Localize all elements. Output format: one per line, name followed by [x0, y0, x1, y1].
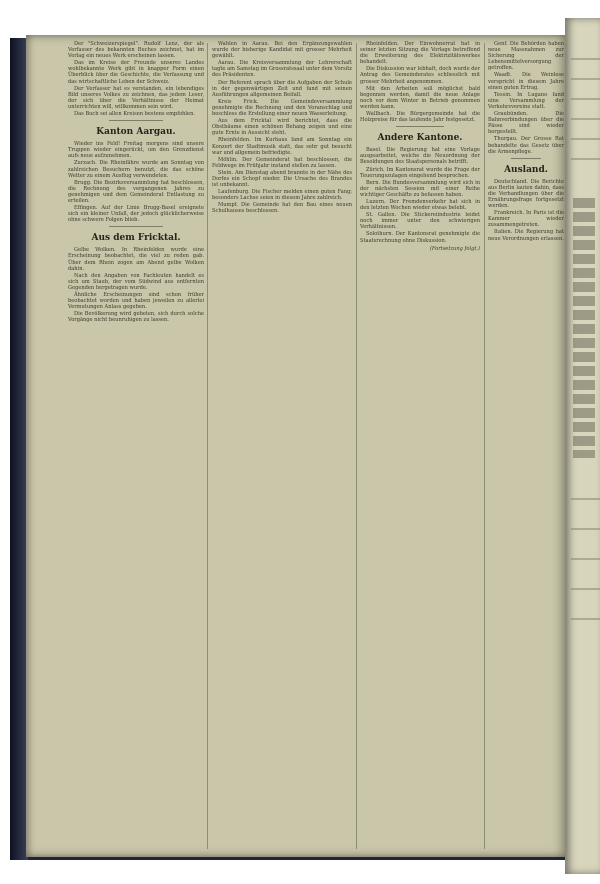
text-line: [571, 98, 600, 100]
article-paragraph: Wieder ins Feld! Freitag morgens sind unsere Truppen wieder eingerückt, um den Grenzdienst aufs neue aufzunehmen.: [68, 141, 204, 160]
article-paragraph: Wallbach. Die Bürgergemeinde hat die Holzpreise für das laufende Jahr festgesetzt.: [360, 111, 480, 124]
text-line: [571, 58, 600, 60]
article-paragraph: Der Verfasser hat es verstanden, ein lebendiges Bild unseres Volkes zu zeichnen, das jedem Leser, der sich über die Verhältnisse der Heimat unterrichten will, willkommen sein wird.: [68, 85, 204, 110]
continuation-note: (Fortsetzung folgt.): [429, 245, 480, 252]
article-paragraph: Graubünden. Die Bahnverbindungen über die Pässe sind wieder hergestellt.: [488, 111, 564, 136]
section-heading-aus-dem-fricktal: Aus dem Fricktal.: [91, 233, 181, 244]
section-divider: [109, 120, 163, 121]
article-paragraph: Der Referent sprach über die Aufgaben der Schule in der gegenwärtigen Zeit und fand mit seinen Ausführungen allgemeinen Beifall.: [212, 79, 352, 98]
section-divider: [109, 226, 163, 227]
text-line: [571, 558, 600, 560]
text-line: [571, 78, 600, 80]
article-paragraph: Deutschland. Die Berichte aus Berlin lauten dahin, dass die Verhandlungen über die Ernährungsfrage fortgesetzt werden.: [488, 178, 564, 210]
text-line: [571, 528, 600, 530]
text-line: [571, 118, 600, 120]
article-paragraph: Die Bevölkerung wird gebeten, sich durch solche Vorgänge nicht beunruhigen zu lassen.: [68, 311, 204, 324]
article-paragraph: Aus dem Fricktal wird berichtet, dass die Obstbäume einen schönen Behang zeigen und eine gute Ernte in Aussicht steht.: [212, 118, 352, 137]
text-line: [571, 618, 600, 620]
article-paragraph: Die Diskussion war lebhaft, doch wurde der Antrag des Gemeinderates schliesslich mit grosser Mehrheit angenommen.: [360, 66, 480, 85]
article-paragraph: Kreis Frick. Die Gemeindeversammlung genehmigte die Rechnung und den Voranschlag und beschloss die Erstellung einer neuen Wasserleitung.: [212, 98, 352, 118]
article-paragraph: Aarau. Die Kreisversammlung der Lehrerschaft tagte am Samstag im Grossratssaal unter dem Vorsitz des Präsidenten.: [212, 60, 352, 79]
text-line: [571, 588, 600, 590]
column-rule: [484, 43, 485, 849]
article-paragraph: Tessin. In Lugano fand eine Versammlung der Verkehrsvereine statt.: [488, 91, 564, 110]
column-rule: [356, 43, 357, 849]
article-paragraph: Italien. Die Regierung hat neue Verordnungen erlassen.: [488, 229, 564, 242]
article-paragraph: Luzern. Der Fremdenverkehr hat sich in den letzten Wochen wieder etwas belebt.: [360, 198, 480, 212]
column-2: [212, 41, 352, 851]
article-paragraph: Ähnliche Erscheinungen sind schon früher beobachtet worden und haben jeweilen zu allerlei Vermutungen Anlass gegeben.: [68, 292, 204, 311]
article-paragraph: Rheinfelden. Der Einwohnerrat hat in seiner letzten Sitzung die Vorlage betreffend die Erweiterung des Elektrizitätswerkes behandelt.: [360, 41, 480, 66]
article-paragraph: Mumpf. Die Gemeinde hat den Bau eines neuen Schulhauses beschlossen.: [212, 202, 352, 215]
adjacent-page-edge: [565, 18, 600, 874]
text-line: [571, 158, 600, 160]
article-paragraph: Wahlen in Aarau. Bei den Ergänzungswahlen wurde der bisherige Kandidat mit grosser Mehrheit gewählt.: [212, 41, 352, 60]
text-line: [571, 498, 600, 500]
article-paragraph: Brugg. Die Bezirksversammlung hat beschlossen, die Rechnung des vergangenen Jahres zu genehmigen und dem Gemeinderat Entlastung zu erteilen.: [68, 179, 204, 204]
article-paragraph: Nach den Angaben von Fachleuten handelt es sich um Staub, der vom Südwind aus entfernten Gegenden hergetragen wurde.: [68, 272, 204, 291]
article-paragraph: Das Buch sei allen Kreisen bestens empfohlen.: [74, 111, 195, 118]
section-divider: [396, 126, 444, 127]
text-line: [571, 138, 600, 140]
article-paragraph: Rheinfelden. Im Kurhaus fand am Sonntag ein Konzert der Stadtmusik statt, das sehr gut besucht war und allgemein befriedigte.: [212, 137, 352, 156]
newspaper-page: [26, 35, 568, 857]
article-paragraph: Thurgau. Der Grosse Rat behandelte das Gesetz über die Armenpflege.: [488, 136, 564, 155]
column-3: [360, 41, 480, 851]
section-divider: [511, 158, 541, 159]
column-1: [68, 41, 204, 851]
article-paragraph: Bern. Die Bundesversammlung wird sich in der nächsten Session mit einer Reihe wichtiger Geschäfte zu befassen haben.: [360, 179, 480, 198]
article-paragraph: Der "Schweizerspiegel". Rudolf Lenz, der als Verfasser des bekannten Buches zeichnet, hat im Verlag ein neues Werk erscheinen lassen.: [68, 41, 204, 60]
article-paragraph: Genf. Die Behörden haben neue Massnahmen zur Sicherung der Lebensmittelversorgung getroffen.: [488, 41, 564, 72]
article-paragraph: Das im Kreise der Freunde unseres Landes wohlbekannte Werk gibt in knapper Form einen Überblick über die Geschichte, die Verfassung und das wirtschaftliche Leben der Schweiz.: [68, 60, 204, 85]
article-paragraph: Möhlin. Der Gemeinderat hat beschlossen, die Feldwege im Frühjahr instand stellen zu lassen.: [212, 156, 352, 169]
article-paragraph: Gelbe Wolken. In Rheinfelden wurde eine Erscheinung beobachtet, die viel zu reden gab. Über dem Rhein zogen am Abend gelbe Wolken dahin.: [68, 247, 204, 272]
article-paragraph: Laufenburg. Die Fischer melden einen guten Fang; besonders Lachse seien in diesem Jahre zahlreich.: [212, 189, 352, 202]
article-paragraph: Mit den Arbeiten soll möglichst bald begonnen werden, damit die neue Anlage noch vor dem Winter in Betrieb genommen werden kann.: [360, 85, 480, 110]
article-paragraph: Basel. Die Regierung hat eine Vorlage ausgearbeitet, welche die Neuordnung der Besoldungen des Staatspersonals betrifft.: [360, 147, 480, 166]
section-heading-ausland: Ausland.: [504, 164, 548, 175]
article-paragraph: Zürich. Im Kantonsrat wurde die Frage der Teuerungszulagen eingehend besprochen.: [360, 166, 480, 179]
article-paragraph: Stein. Am Dienstag abend brannte in der Nähe des Dorfes ein Schopf nieder. Die Ursache des Brandes ist unbekannt.: [212, 169, 352, 189]
column-4: [488, 41, 564, 851]
article-paragraph: Solothurn. Der Kantonsrat genehmigte die Staatsrechnung ohne Diskussion.: [360, 231, 480, 244]
article-paragraph: Waadt. Die Weinlese verspricht in diesem Jahre einen guten Ertrag.: [488, 72, 564, 91]
article-paragraph: Frankreich. In Paris ist die Kammer wieder zusammengetreten.: [488, 210, 564, 229]
column-rule: [207, 43, 208, 849]
article-paragraph: St. Gallen. Die Stickereiindustrie leidet noch immer unter den schwierigen Verhältnissen.: [360, 212, 480, 231]
section-heading-andere-kantone: Andere Kantone.: [377, 133, 463, 144]
advertisement-block: [573, 198, 595, 458]
section-heading-kanton-aargau: Kanton Aargau.: [96, 127, 176, 138]
article-paragraph: Effingen. Auf der Linie Brugg-Basel ereignete sich ein kleiner Unfall, der jedoch glücklicherweise ohne schwere Folgen blieb.: [68, 205, 204, 224]
article-paragraph: Zurzach. Die Rheinfähre wurde am Sonntag von zahlreichen Besuchern benutzt, die das schöne Wetter zu einem Ausflug verwendeten.: [68, 160, 204, 179]
